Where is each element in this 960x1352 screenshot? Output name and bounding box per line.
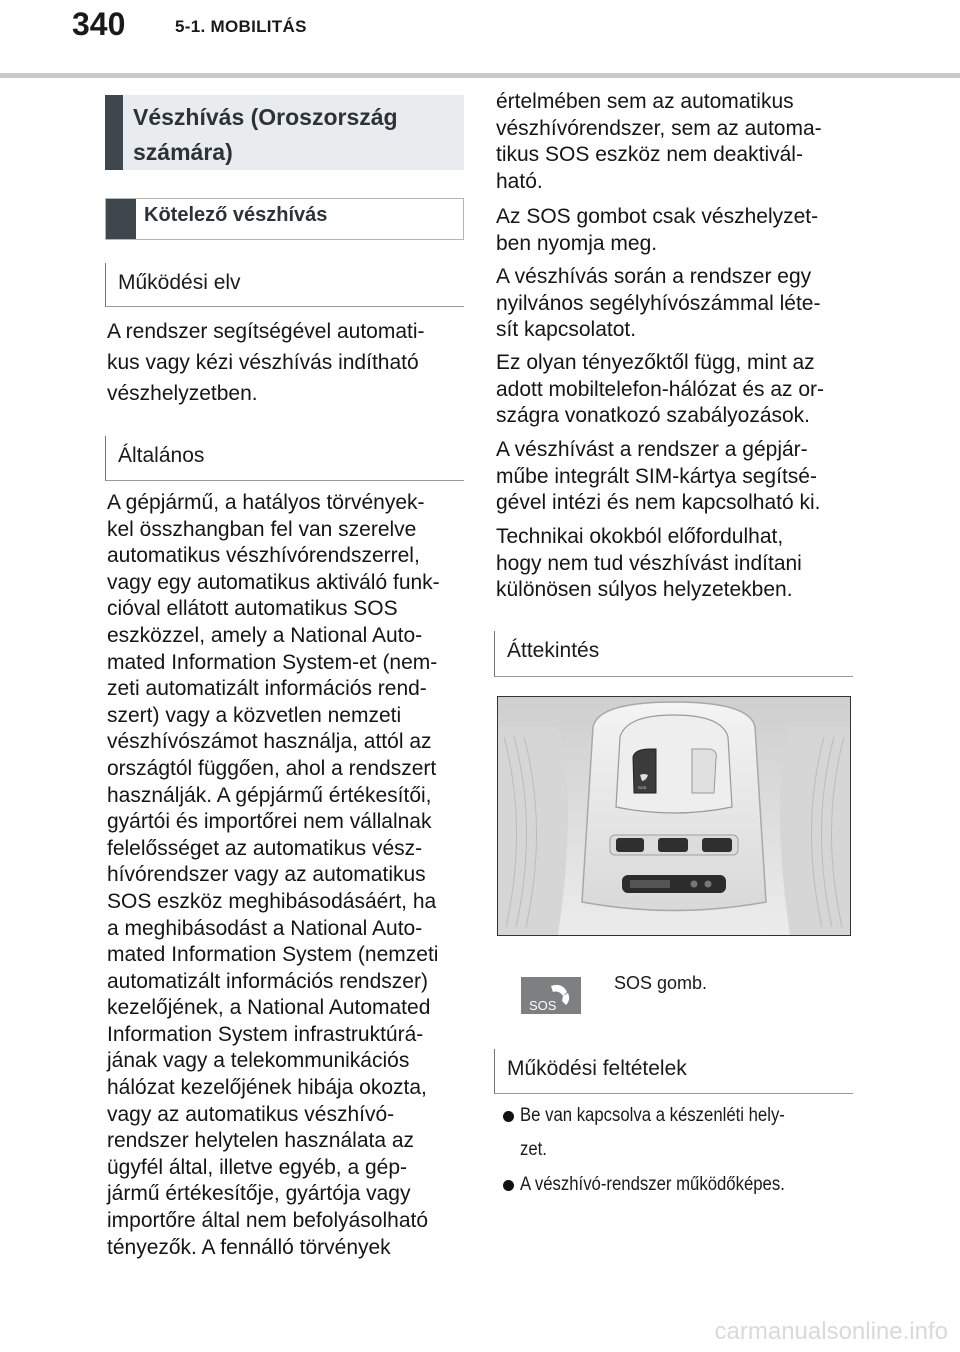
condition-bullet-2: A vészhívó-rendszer működőképes. bbox=[520, 1174, 785, 1195]
heading-general bbox=[105, 436, 464, 481]
right-paragraph-1: értelmében sem az automatikus vészhívórendszer, sem az automa- tikus SOS eszköz nem deaktivál- ható. bbox=[496, 90, 822, 193]
heading-operating-principle-text: Működési elv bbox=[118, 271, 241, 294]
main-title-text: Vészhívás (Oroszország számára) bbox=[133, 104, 398, 165]
chapter-title: 5-1. MOBILITÁS bbox=[175, 17, 307, 36]
subsection-title bbox=[105, 198, 464, 240]
subsection-title-text: Kötelező vészhívás bbox=[144, 204, 328, 226]
subsection-accent-bar bbox=[106, 199, 136, 239]
bullet-marker bbox=[503, 1180, 514, 1191]
sos-button-icon bbox=[521, 977, 581, 1014]
svg-text:SOS: SOS bbox=[638, 785, 647, 790]
right-paragraph-3: A vészhívás során a rendszer egy nyilvános segélyhívószámmal léte- sít kapcsolatot. bbox=[496, 265, 821, 342]
page-number: 340 bbox=[72, 6, 126, 42]
right-paragraph-4: Ez olyan tényezőktől függ, mint az adott mobiltelefon-hálózat és az or- szágra vonatkozó szabályozások. bbox=[496, 351, 825, 428]
heading-operating-conditions-text: Működési feltételek bbox=[507, 1057, 687, 1080]
general-text: A gépjármű, a hatályos törvények- kel összhangban fel van szerelve automatikus vészhívórendszerrel, vagy egy automatikus aktiváló funk- cióval ellátott automatikus SOS eszközzel, amely a National Auto- mated Information System-et (nem- zeti automatizált információs rend- szert) vagy a közvetlen nemzeti vészhívószámot használja, attól az országtól függően, ahol a rendszert használják. A gépjármű értékesítői, gyártói és importőrei nem vállalnak felelősséget az automatikus vész- hívórendszer vagy az automatikus SOS eszköz meghibásodásáért, ha a meghibásodást a National Auto- mated Information System (nemzeti automatizált információs rendszer) kezelőjének, a National Automated Information System infrastruktúrá- jának vagy a telekommunikációs hálózat kezelőjének hibája okozta, vagy az automatikus vészhívó- rendszer helytelen használata az ügyfél által, illetve egyéb, a gép- jármű értékesítője, gyártója vagy importőre által nem befolyásolható tényezők. A fennálló törvények bbox=[107, 491, 440, 1259]
heading-overview-text: Áttekintés bbox=[507, 639, 600, 662]
header-divider bbox=[0, 73, 960, 78]
operating-principle-text: A rendszer segítségével automati- kus vagy kézi vészhívás indítható vészhelyzetben. bbox=[107, 320, 425, 405]
sos-button-label: SOS bbox=[529, 998, 557, 1013]
heading-operating-conditions bbox=[494, 1049, 853, 1094]
overhead-console-image bbox=[497, 696, 851, 936]
phone-icon bbox=[521, 977, 581, 1014]
sos-button-caption: SOS gomb. bbox=[614, 973, 708, 993]
heading-general-text: Általános bbox=[118, 444, 205, 467]
title-accent-bar bbox=[105, 95, 123, 170]
right-paragraph-5: A vészhívást a rendszer a gépjár- műbe integrált SIM-kártya segítsé- gével intézi és nem kapcsolható ki. bbox=[496, 438, 821, 515]
heading-operating-principle bbox=[105, 263, 464, 307]
right-paragraph-2: Az SOS gombot csak vészhelyzet- ben nyomja meg. bbox=[496, 205, 819, 255]
main-section-title bbox=[105, 95, 464, 170]
heading-overview bbox=[494, 631, 853, 677]
watermark: carmanualsonline.info bbox=[714, 1318, 948, 1345]
overhead-console-drawing bbox=[498, 697, 850, 935]
page-header bbox=[0, 0, 960, 78]
right-paragraph-6: Technikai okokból előfordulhat, hogy nem tud vészhívást indítani különösen súlyos helyzetekben. bbox=[496, 525, 802, 602]
condition-bullet-1: Be van kapcsolva a készenléti hely- zet. bbox=[520, 1105, 785, 1160]
bullet-marker bbox=[503, 1111, 514, 1122]
